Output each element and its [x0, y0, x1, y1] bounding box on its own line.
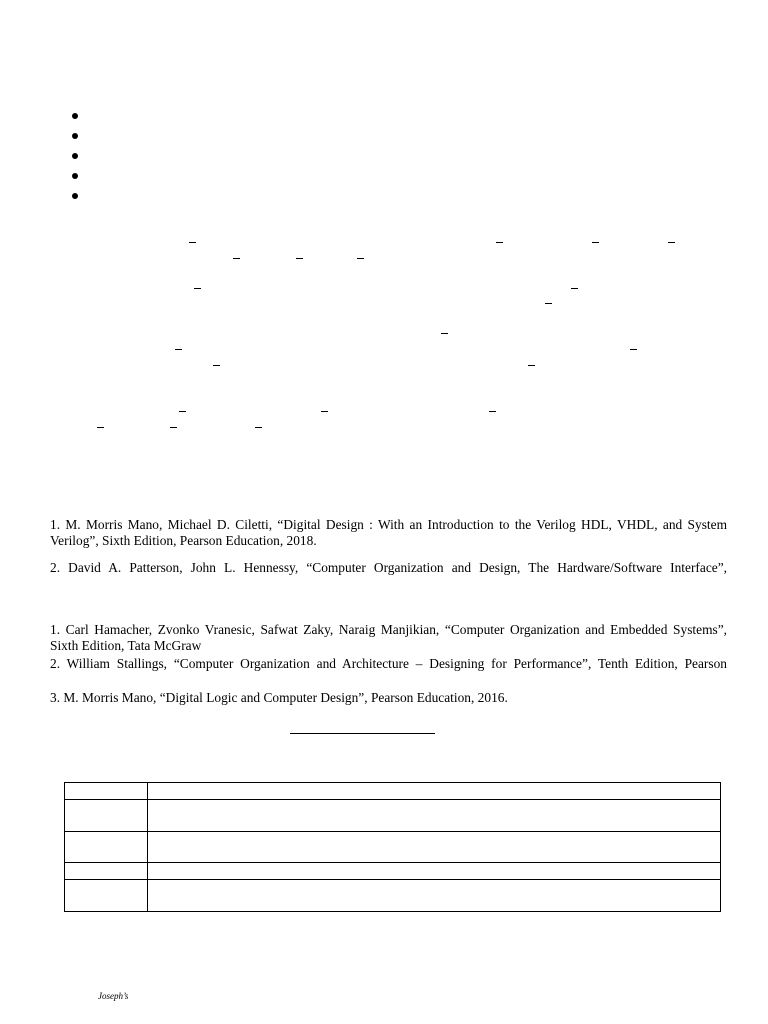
dash-mark: [233, 258, 240, 259]
dash-mark: [489, 411, 496, 412]
table-cell: [148, 863, 721, 880]
dash-mark: [668, 242, 675, 243]
separator-line: [290, 733, 435, 734]
dash-mark: [630, 349, 637, 350]
additional-reference-1: 1. Carl Hamacher, Zvonko Vranesic, Safwat Zaky, Naraig Manjikian, “Computer Organization and Embedded Systems”, Sixth Edition, Tata McGraw: [50, 622, 727, 653]
empty-table: [64, 782, 721, 912]
dash-mark: [213, 365, 220, 366]
text-book-reference-1: 1. M. Morris Mano, Michael D. Ciletti, “Digital Design : With an Introduction to the Verilog HDL, VHDL, and System Verilog”, Sixth Edition, Pearson Education, 2018.: [50, 517, 727, 548]
page-footer: Joseph’s: [98, 991, 129, 1001]
dash-mark: [357, 258, 364, 259]
dash-mark: [528, 365, 535, 366]
dash-mark: [179, 411, 186, 412]
table-row: [65, 863, 721, 880]
dash-mark: [496, 242, 503, 243]
table-cell: [65, 832, 148, 863]
table-row: [65, 800, 721, 832]
dash-mark: [321, 411, 328, 412]
dash-mark: [296, 258, 303, 259]
additional-reference-2: 2. William Stallings, “Computer Organization and Architecture – Designing for Performance”, Tenth Edition, Pearson: [50, 656, 727, 671]
table-cell: [65, 863, 148, 880]
table-cell: [148, 880, 721, 912]
table-cell: [148, 832, 721, 863]
table-row: [65, 783, 721, 800]
dash-mark: [255, 427, 262, 428]
dash-mark: [441, 333, 448, 334]
table-cell: [148, 783, 721, 800]
table-row: [65, 880, 721, 912]
dash-mark: [175, 349, 182, 350]
dash-mark: [170, 427, 177, 428]
table-cell: [148, 800, 721, 832]
table-row: [65, 832, 721, 863]
dash-mark: [189, 242, 196, 243]
dash-mark: [571, 288, 578, 289]
text-book-reference-2: 2. David A. Patterson, John L. Hennessy, “Computer Organization and Design, The Hardware/Software Interface”,: [50, 560, 727, 575]
dash-mark: [545, 303, 552, 304]
table-cell: [65, 800, 148, 832]
dash-mark: [97, 427, 104, 428]
additional-reference-3: 3. M. Morris Mano, “Digital Logic and Computer Design”, Pearson Education, 2016.: [50, 690, 508, 705]
dash-mark: [194, 288, 201, 289]
table-cell: [65, 783, 148, 800]
dash-mark: [592, 242, 599, 243]
table-cell: [65, 880, 148, 912]
